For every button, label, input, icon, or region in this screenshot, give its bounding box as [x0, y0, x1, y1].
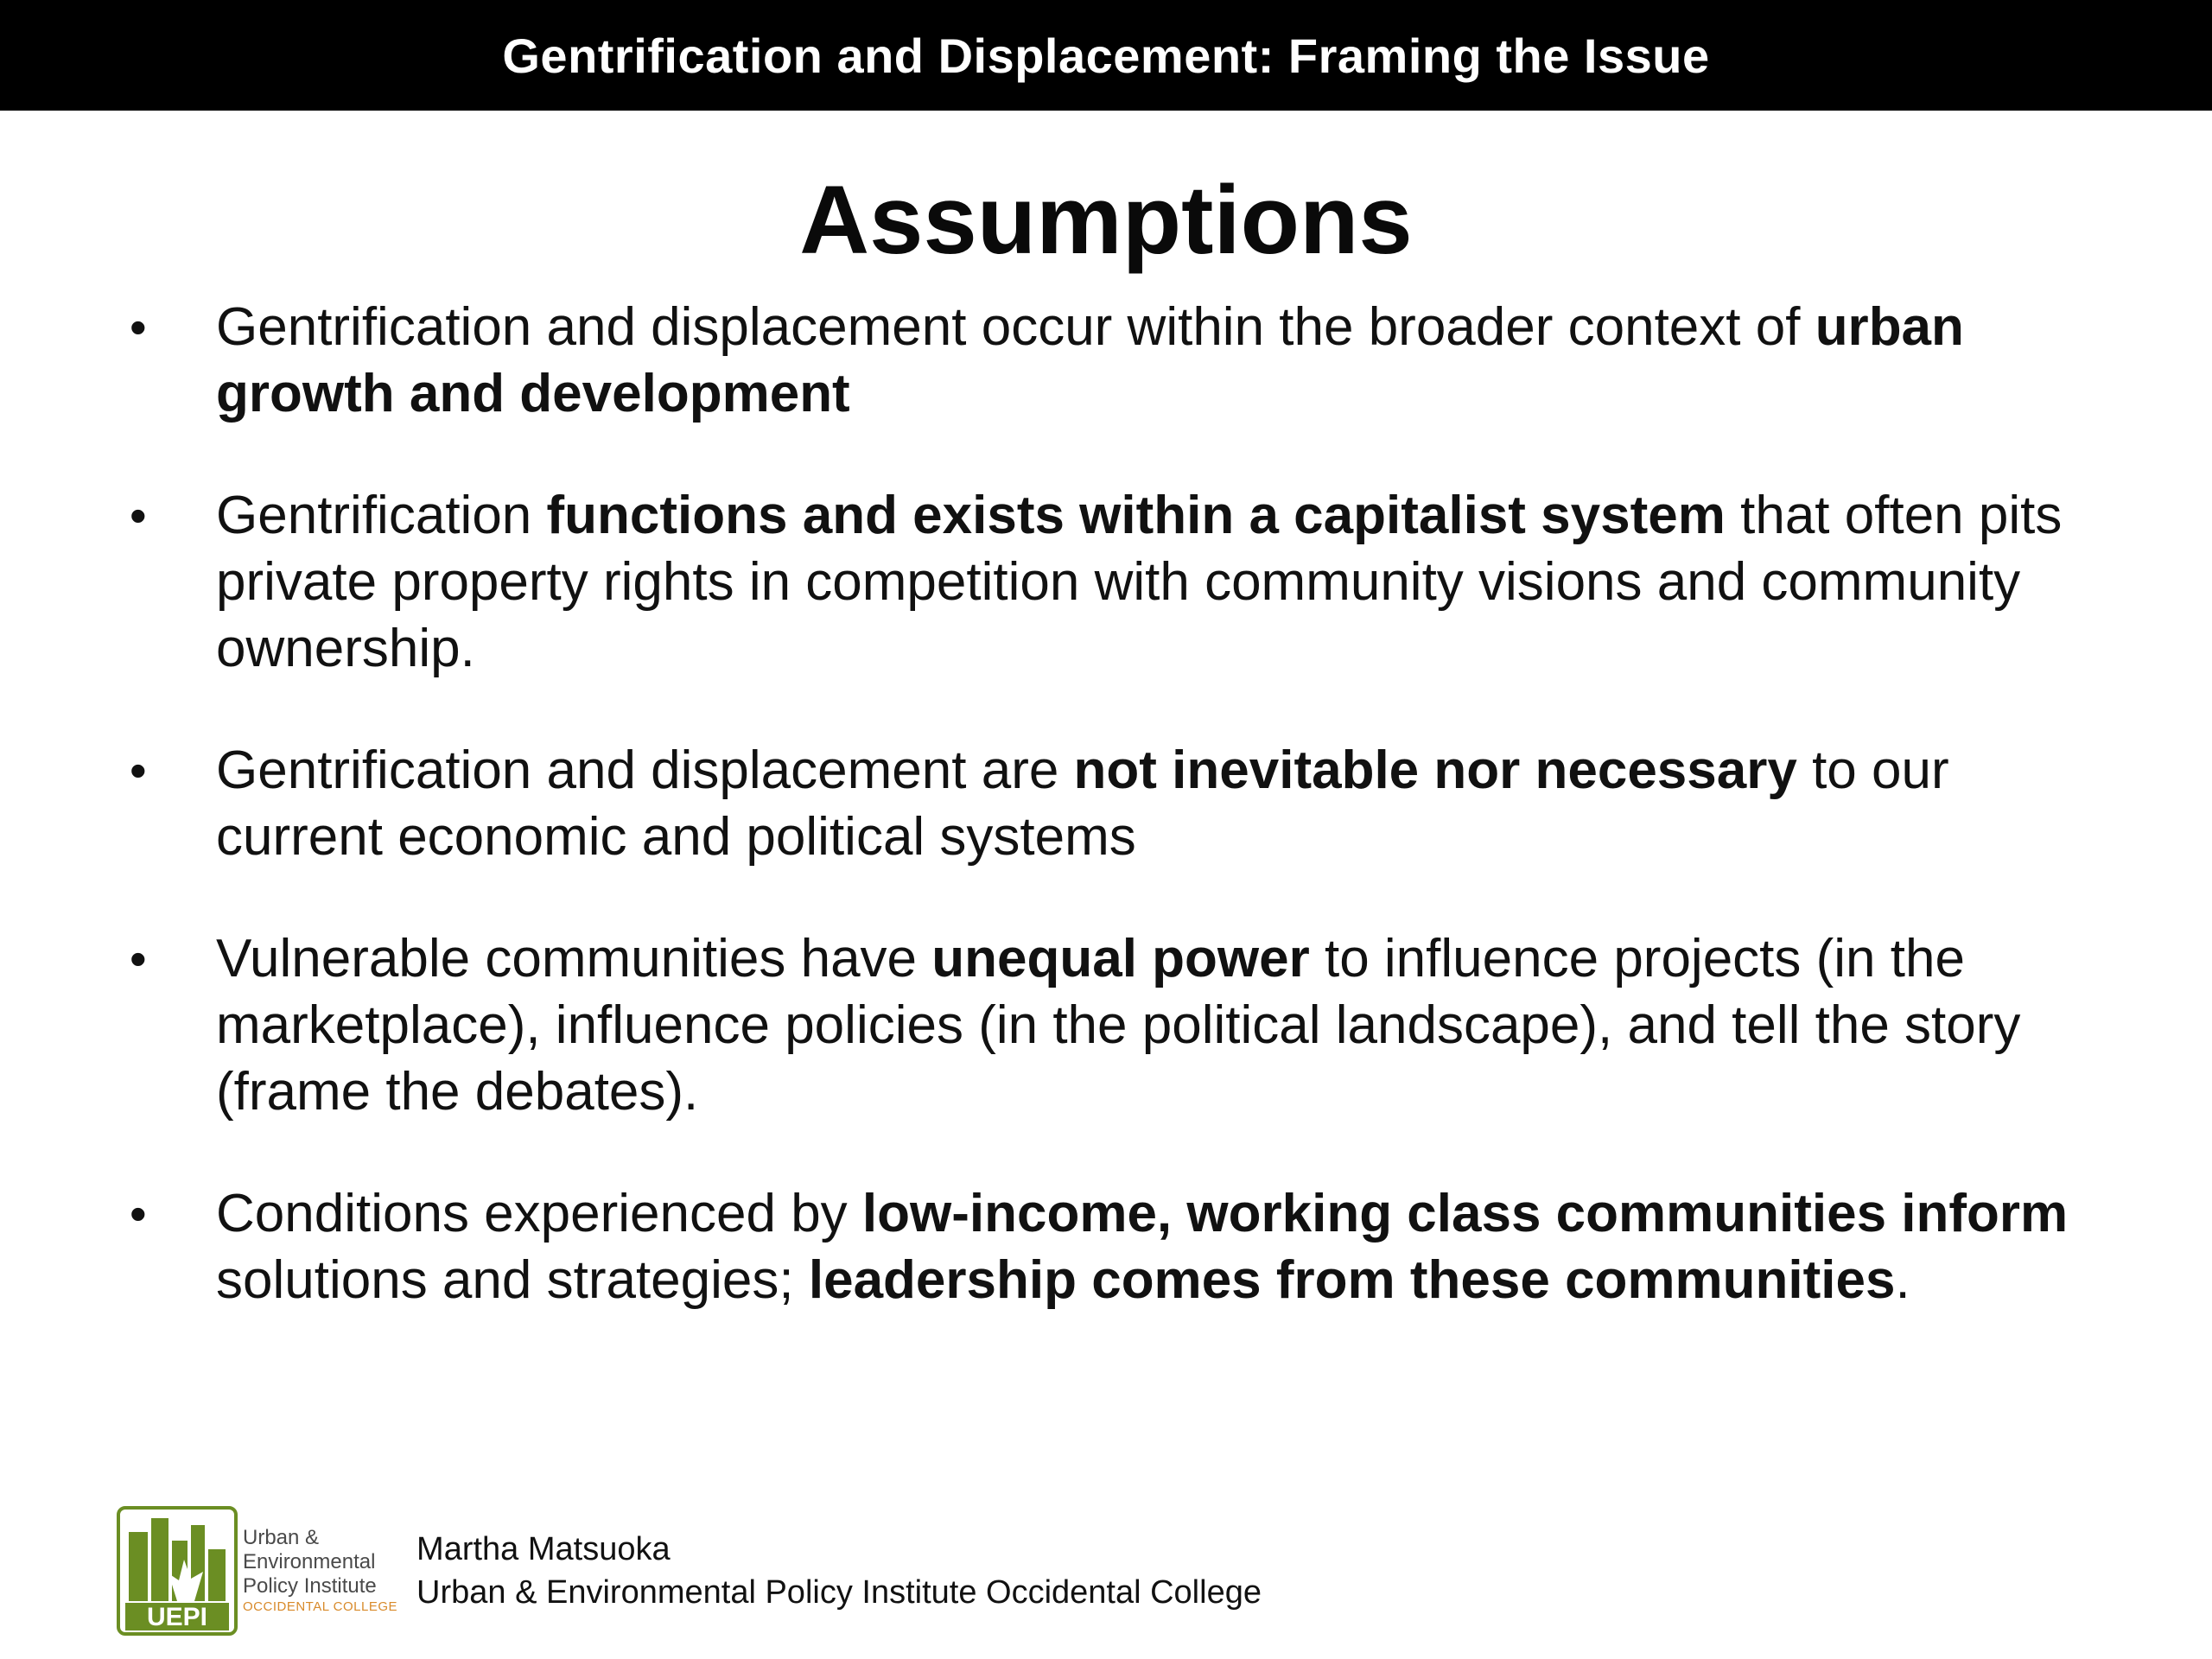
footer-info — [416, 1528, 1262, 1614]
bullet-dot-icon: • — [130, 488, 147, 543]
bullet-text: solutions and strategies; — [216, 1250, 809, 1310]
bullet-text: Conditions experienced by — [216, 1184, 862, 1243]
bullet-item — [130, 294, 2100, 427]
logo-text-line2: Environmental — [243, 1550, 376, 1573]
author-name: Martha Matsuoka — [416, 1531, 671, 1567]
bullet-text-bold: urban growth and development — [216, 297, 1964, 423]
bullet-text: that often pits private property rights in competition with community visions and community ownership. — [216, 486, 2063, 678]
header-bar — [0, 0, 2212, 111]
bullet-text-bold: leadership comes from these communities — [808, 1250, 1896, 1310]
bullet-text: to influence projects (in the marketplace), influence policies (in the political landscape), and tell the story (frame the debates). — [216, 929, 2021, 1122]
bullet-item — [130, 1180, 2100, 1313]
bullet-text: Vulnerable communities have — [216, 929, 932, 988]
bullet-text: . — [1895, 1250, 1910, 1310]
logo-text-line1: Urban & — [243, 1526, 320, 1549]
bullet-dot-icon: • — [130, 743, 147, 798]
bullet-list — [130, 294, 2100, 1369]
bullet-dot-icon: • — [130, 300, 147, 354]
bullet-text: Gentrification and displacement are — [216, 741, 1074, 800]
bullet-item — [130, 925, 2100, 1125]
bullet-dot-icon: • — [130, 931, 147, 986]
header-title: Gentrification and Displacement: Framing the Issue — [502, 28, 1710, 83]
uepi-logo — [117, 1506, 238, 1636]
bullet-text: to our current economic and political systems — [216, 741, 1949, 867]
author-affiliation: Urban & Environmental Policy Institute Occidental College — [416, 1574, 1262, 1611]
bullet-item — [130, 737, 2100, 870]
logo-text — [243, 1506, 397, 1636]
bullet-text: Gentrification and displacement occur within the broader context of — [216, 297, 1815, 357]
slide-title: Assumptions — [799, 166, 1413, 274]
uepi-logo-icon — [117, 1506, 238, 1636]
bullet-item — [130, 482, 2100, 682]
logo-acronym: UEPI — [146, 1603, 208, 1631]
bullet-text: Gentrification — [216, 486, 547, 545]
bullet-text-bold: low-income, working class communities inform — [861, 1184, 2069, 1243]
logo-text-line4: OCCIDENTAL COLLEGE — [243, 1599, 398, 1614]
logo-text-line3: Policy Institute — [243, 1574, 377, 1598]
bullet-dot-icon: • — [130, 1186, 147, 1241]
footer — [117, 1502, 1262, 1640]
bullet-text-bold: unequal power — [931, 929, 1310, 988]
bullet-text-bold: not inevitable nor necessary — [1073, 741, 1797, 800]
bullet-text-bold: functions and exists within a capitalist system — [546, 486, 1726, 545]
